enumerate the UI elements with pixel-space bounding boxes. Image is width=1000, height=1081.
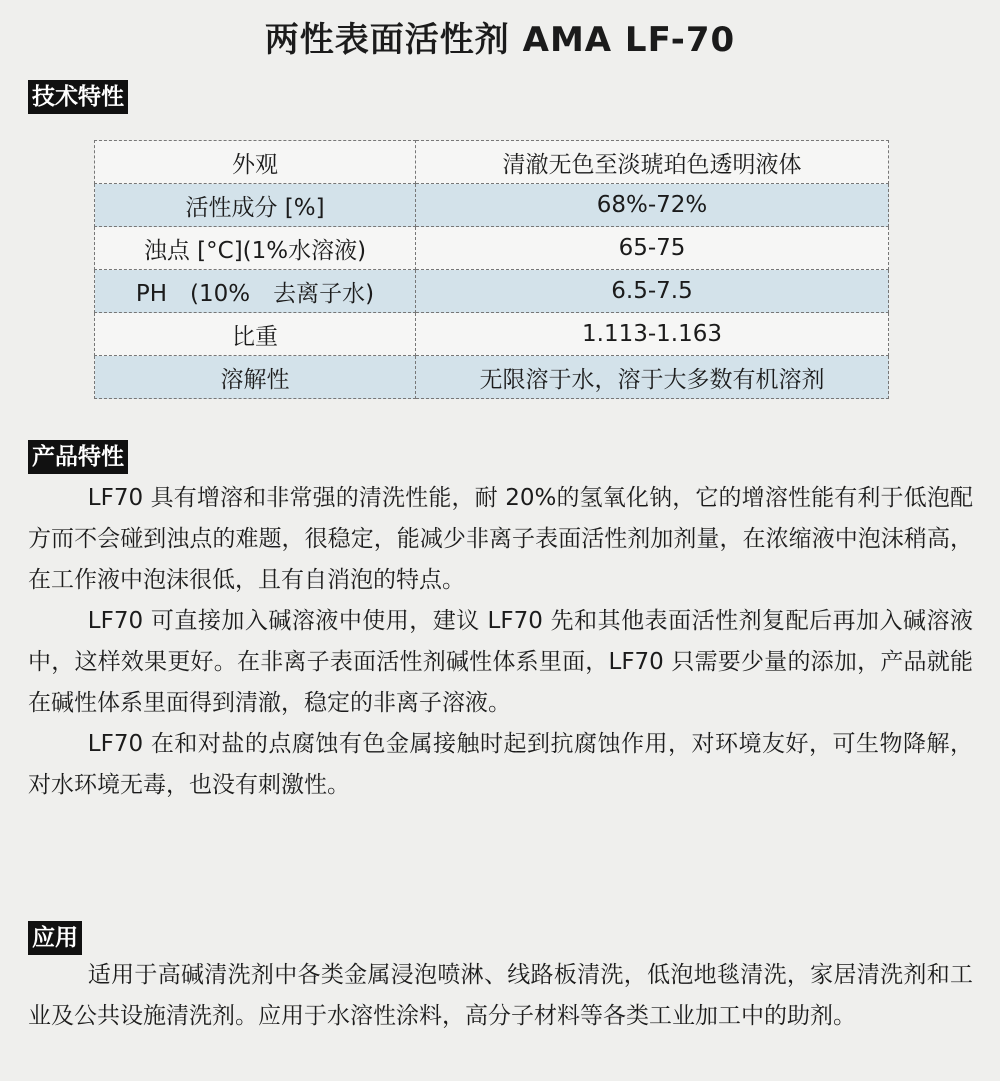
application-description xyxy=(28,955,973,1037)
table-row xyxy=(95,184,889,227)
table-key: 溶解性 xyxy=(95,356,416,399)
table-value: 无限溶于水，溶于大多数有机溶剂 xyxy=(416,356,889,399)
table-value: 68%-72% xyxy=(416,184,889,227)
table-key: 比重 xyxy=(95,313,416,356)
table-row xyxy=(95,141,889,184)
table-key: 活性成分 [%] xyxy=(95,184,416,227)
table-value: 6.5-7.5 xyxy=(416,270,889,313)
paragraph: LF70 具有增溶和非常强的清洗性能，耐 20%的氢氧化钠，它的增溶性能有利于低泡配方而不会碰到浊点的难题，很稳定，能减少非离子表面活性剂加剂量，在浓缩液中泡沫稍高，在工作液中泡沫很低，且有自消泡的特点。 xyxy=(28,485,973,593)
section-label-product: 产品特性 xyxy=(28,440,128,474)
table-key: PH (10% 去离子水) xyxy=(95,270,416,313)
paragraph: 适用于高碱清洗剂中各类金属浸泡喷淋、线路板清洗，低泡地毯清洗，家居清洗剂和工业及公共设施清洗剂。应用于水溶性涂料，高分子材料等各类工业加工中的助剂。 xyxy=(28,962,973,1029)
table-value: 65-75 xyxy=(416,227,889,270)
table-value: 清澈无色至淡琥珀色透明液体 xyxy=(416,141,889,184)
section-label-application: 应用 xyxy=(28,921,82,955)
paragraph: LF70 在和对盐的点腐蚀有色金属接触时起到抗腐蚀作用，对环境友好，可生物降解，对水环境无毒，也没有刺激性。 xyxy=(28,731,973,798)
spec-table xyxy=(94,140,889,399)
table-key: 外观 xyxy=(95,141,416,184)
table-value: 1.113-1.163 xyxy=(416,313,889,356)
page-title: 两性表面活性剂 AMA LF-70 xyxy=(264,20,736,60)
table-row xyxy=(95,227,889,270)
product-description xyxy=(28,478,973,806)
section-label-tech: 技术特性 xyxy=(28,80,128,114)
table-row xyxy=(95,356,889,399)
table-row xyxy=(95,270,889,313)
table-row xyxy=(95,313,889,356)
table-key: 浊点 [°C](1%水溶液) xyxy=(95,227,416,270)
paragraph: LF70 可直接加入碱溶液中使用，建议 LF70 先和其他表面活性剂复配后再加入碱溶液中，这样效果更好。在非离子表面活性剂碱性体系里面，LF70 只需要少量的添加，产品就能在碱性体系里面得到清澈，稳定的非离子溶液。 xyxy=(28,608,973,716)
